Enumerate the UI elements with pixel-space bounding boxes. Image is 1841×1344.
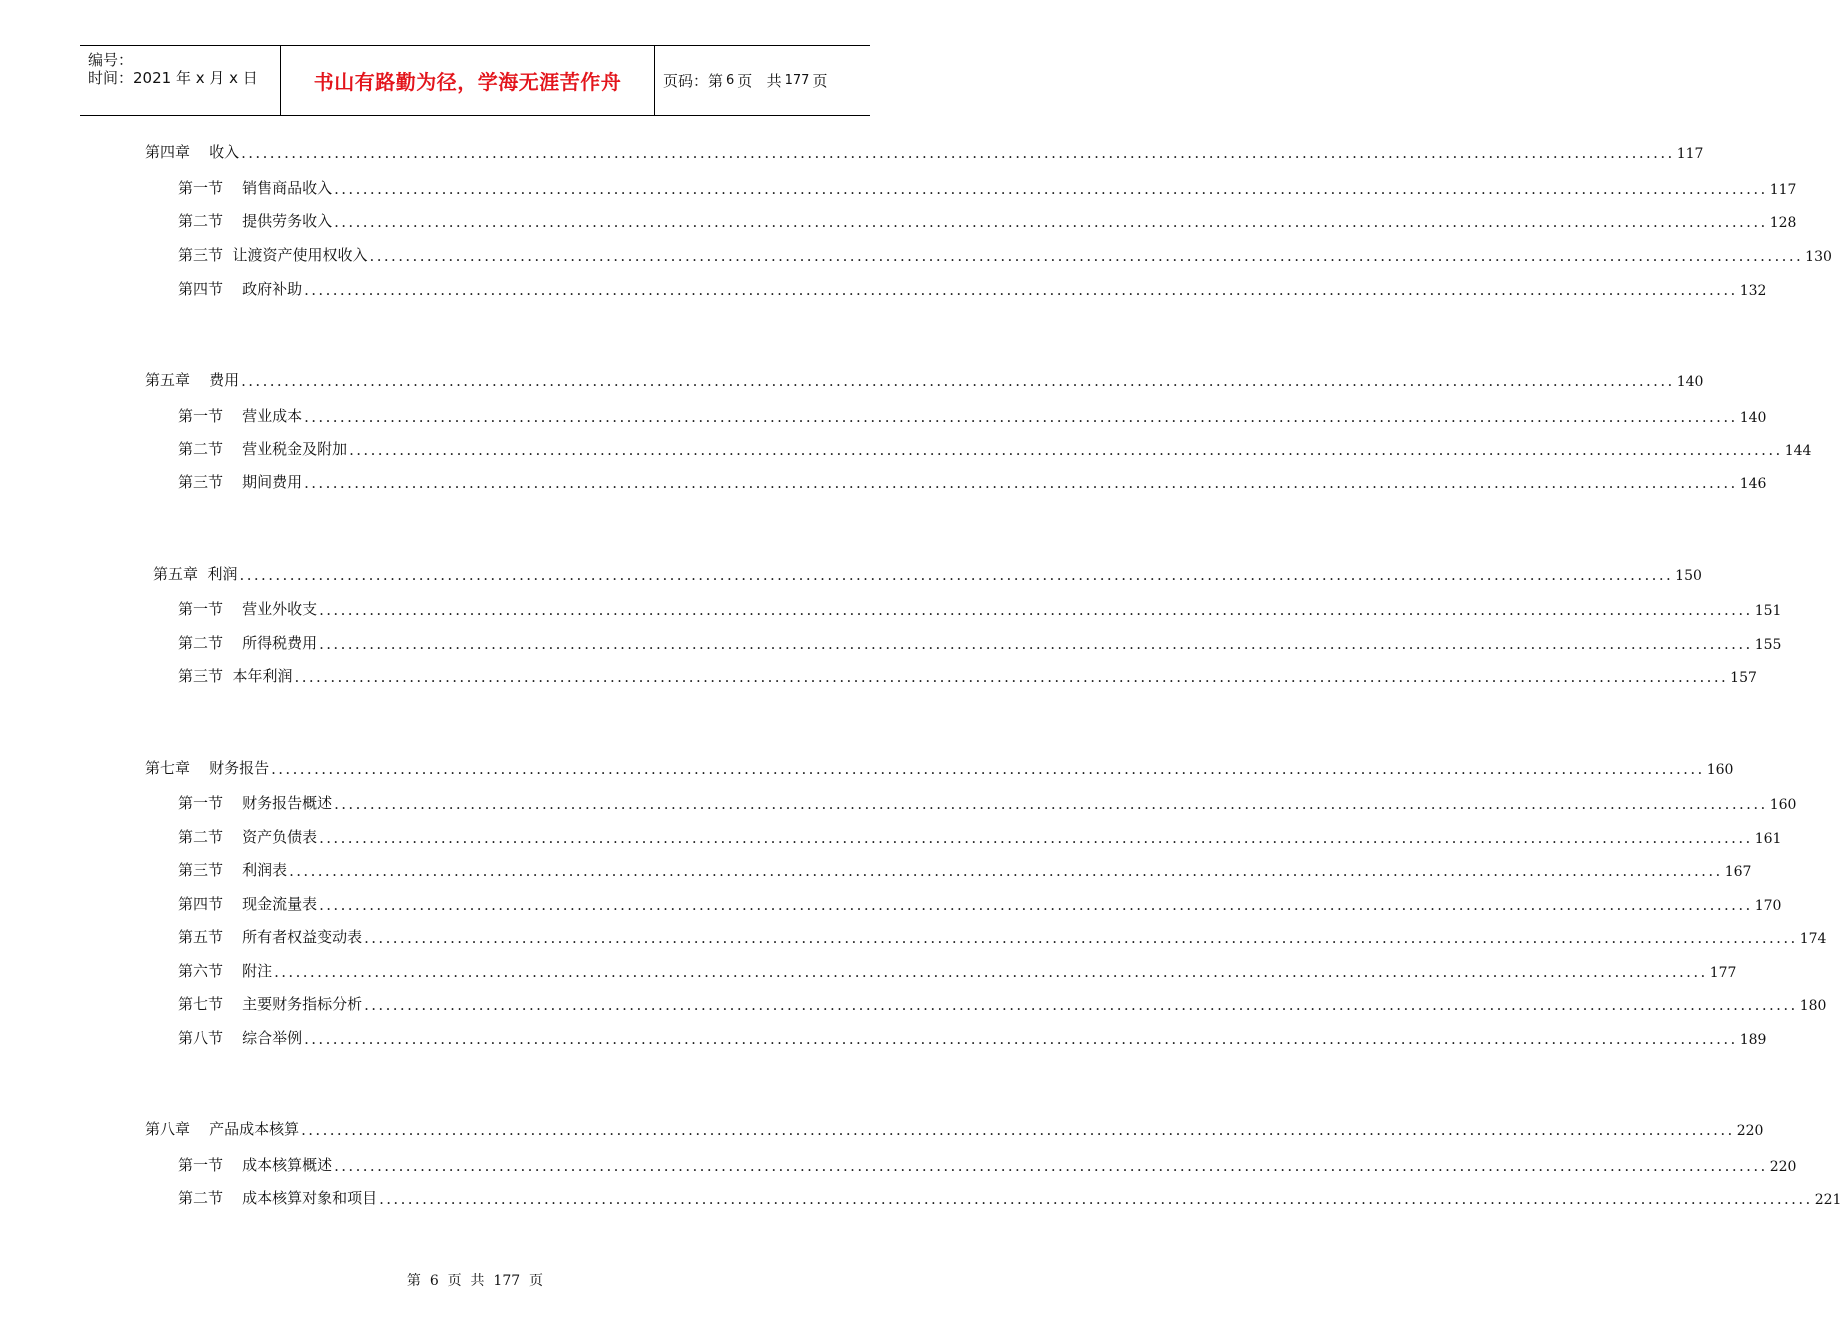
toc-leader-dots: ........................................................................................................................................................................................................	[304, 1030, 1738, 1048]
toc-section-entry[interactable]	[178, 791, 1797, 813]
toc-section-entry[interactable]	[178, 1026, 1767, 1048]
toc-leader-dots: ........................................................................................................................................................................................................	[319, 635, 1753, 653]
toc-leader-dots: ........................................................................................................................................................................................................	[319, 829, 1753, 847]
toc-chapter-entry[interactable]	[145, 140, 1704, 162]
toc-entry-label: 第八章 产品成本核算	[145, 1120, 300, 1138]
toc-entry-label: 第三节 利润表	[178, 861, 288, 879]
header-page-info	[663, 46, 827, 115]
toc-leader-dots: ........................................................................................................................................................................................................	[334, 213, 1768, 231]
toc-entry-page: 151	[1754, 603, 1782, 619]
page-current: 6	[726, 73, 735, 88]
toc-section-entry[interactable]	[178, 243, 1832, 265]
toc-leader-dots: ........................................................................................................................................................................................................	[319, 896, 1753, 914]
toc-leader-dots: ........................................................................................................................................................................................................	[379, 1190, 1813, 1208]
toc-leader-dots: ........................................................................................................................................................................................................	[369, 247, 1804, 265]
toc-entry-page: 160	[1706, 762, 1734, 778]
toc-section-entry[interactable]	[178, 176, 1797, 198]
toc-entry-page: 140	[1676, 374, 1704, 390]
toc-leader-dots: ........................................................................................................................................................................................................	[239, 566, 1674, 584]
toc-leader-dots: ........................................................................................................................................................................................................	[304, 408, 1738, 426]
header-motto: 书山有路勤为径，学海无涯苦作舟	[313, 70, 622, 94]
page-mid: 页 共	[737, 72, 782, 90]
toc-leader-dots: ........................................................................................................................................................................................................	[319, 601, 1753, 619]
toc-leader-dots: ........................................................................................................................................................................................................	[294, 668, 1729, 686]
toc-leader-dots: ........................................................................................................................................................................................................	[241, 372, 1675, 390]
toc-entry-label: 第二节 提供劳务收入	[178, 212, 333, 230]
toc-entry-label: 第一节 销售商品收入	[178, 179, 333, 197]
toc-entry-page: 160	[1769, 797, 1797, 813]
toc-entry-page: 221	[1814, 1192, 1841, 1208]
toc-chapter-entry[interactable]	[145, 368, 1704, 390]
toc-entry-page: 155	[1754, 637, 1782, 653]
toc-entry-label: 第二节 营业税金及附加	[178, 440, 348, 458]
toc-entry-label: 第四节 政府补助	[178, 280, 303, 298]
toc-entry-label: 第七章 财务报告	[145, 759, 270, 777]
page-footer: 第 6 页 共 177 页	[406, 1273, 544, 1289]
toc-entry-page: 117	[1769, 182, 1797, 198]
toc-entry-page: 170	[1754, 898, 1782, 914]
toc-entry-label: 第五节 所有者权益变动表	[178, 928, 363, 946]
toc-entry-label: 第六节 附注	[178, 962, 273, 980]
toc-entry-label: 第三节 让渡资产使用权收入	[178, 246, 368, 264]
toc-entry-page: 220	[1769, 1159, 1797, 1175]
toc-entry-page: 167	[1724, 864, 1752, 880]
toc-entry-page: 220	[1736, 1123, 1764, 1139]
toc-entry-label: 第二节 资产负债表	[178, 828, 318, 846]
toc-entry-label: 第一节 成本核算概述	[178, 1156, 333, 1174]
toc-section-entry[interactable]	[178, 209, 1797, 231]
toc-leader-dots: ........................................................................................................................................................................................................	[364, 996, 1798, 1014]
toc-section-entry[interactable]	[178, 437, 1812, 459]
toc-entry-page: 128	[1769, 215, 1797, 231]
toc-entry-label: 第三节 本年利润	[178, 667, 293, 685]
toc-leader-dots: ........................................................................................................................................................................................................	[271, 760, 1705, 778]
toc-section-entry[interactable]	[178, 470, 1767, 492]
toc-entry-label: 第一节 财务报告概述	[178, 794, 333, 812]
toc-entry-label: 第八节 综合举例	[178, 1029, 303, 1047]
toc-entry-page: 174	[1799, 931, 1827, 947]
toc-entry-label: 第五章 利润	[153, 565, 238, 583]
toc-chapter-entry[interactable]	[153, 562, 1702, 584]
page-prefix: 页码：第	[663, 72, 724, 90]
toc-entry-page: 117	[1676, 146, 1704, 162]
toc-section-entry[interactable]	[178, 664, 1757, 686]
toc-section-entry[interactable]	[178, 1186, 1841, 1208]
toc-entry-page: 144	[1784, 443, 1812, 459]
toc-leader-dots: ........................................................................................................................................................................................................	[301, 1121, 1735, 1139]
toc-leader-dots: ........................................................................................................................................................................................................	[334, 1157, 1768, 1175]
toc-section-entry[interactable]	[178, 631, 1782, 653]
toc-chapter-entry[interactable]	[145, 756, 1734, 778]
toc-leader-dots: ........................................................................................................................................................................................................	[304, 281, 1738, 299]
header-divider-2	[654, 46, 655, 115]
toc-entry-label: 第四章 收入	[145, 143, 240, 161]
toc-section-entry[interactable]	[178, 825, 1782, 847]
header-meta	[80, 46, 280, 115]
toc-section-entry[interactable]	[178, 404, 1767, 426]
toc-section-entry[interactable]	[178, 1153, 1797, 1175]
toc-section-entry[interactable]	[178, 597, 1782, 619]
toc-leader-dots: ........................................................................................................................................................................................................	[241, 144, 1675, 162]
toc-entry-page: 189	[1739, 1032, 1767, 1048]
toc-entry-page: 161	[1754, 831, 1782, 847]
toc-leader-dots: ........................................................................................................................................................................................................	[334, 180, 1768, 198]
toc-entry-label: 第五章 费用	[145, 371, 240, 389]
toc-section-entry[interactable]	[178, 892, 1782, 914]
page-header	[80, 45, 870, 116]
toc-section-entry[interactable]	[178, 992, 1827, 1014]
page-total: 177	[784, 73, 810, 88]
toc-section-entry[interactable]	[178, 959, 1737, 981]
toc-leader-dots: ........................................................................................................................................................................................................	[274, 963, 1708, 981]
toc-entry-page: 130	[1805, 249, 1832, 265]
toc-entry-label: 第四节 现金流量表	[178, 895, 318, 913]
page-suffix: 页	[812, 72, 828, 90]
toc-entry-page: 150	[1675, 568, 1702, 584]
toc-entry-label: 第七节 主要财务指标分析	[178, 995, 363, 1013]
document-time-label: 时间：2021 年 x 月 x 日	[88, 69, 258, 87]
toc-chapter-entry[interactable]	[145, 1117, 1764, 1139]
toc-entry-label: 第三节 期间费用	[178, 473, 303, 491]
document-number-label: 编号：	[88, 51, 134, 69]
toc-section-entry[interactable]	[178, 858, 1752, 880]
toc-entry-label: 第一节 营业外收支	[178, 600, 318, 618]
toc-entry-page: 180	[1799, 998, 1827, 1014]
toc-section-entry[interactable]	[178, 925, 1827, 947]
toc-entry-label: 第一节 营业成本	[178, 407, 303, 425]
toc-entry-label: 第二节 成本核算对象和项目	[178, 1189, 378, 1207]
toc-leader-dots: ........................................................................................................................................................................................................	[304, 474, 1738, 492]
toc-entry-page: 146	[1739, 476, 1767, 492]
toc-section-entry[interactable]	[178, 277, 1767, 299]
toc-entry-page: 177	[1709, 965, 1737, 981]
toc-entry-page: 132	[1739, 283, 1767, 299]
toc-entry-page: 157	[1730, 670, 1757, 686]
toc-leader-dots: ........................................................................................................................................................................................................	[334, 795, 1768, 813]
toc-entry-label: 第二节 所得税费用	[178, 634, 318, 652]
toc-leader-dots: ........................................................................................................................................................................................................	[364, 929, 1798, 947]
toc-leader-dots: ........................................................................................................................................................................................................	[349, 441, 1783, 459]
toc-leader-dots: ........................................................................................................................................................................................................	[289, 862, 1723, 880]
toc-entry-page: 140	[1739, 410, 1767, 426]
